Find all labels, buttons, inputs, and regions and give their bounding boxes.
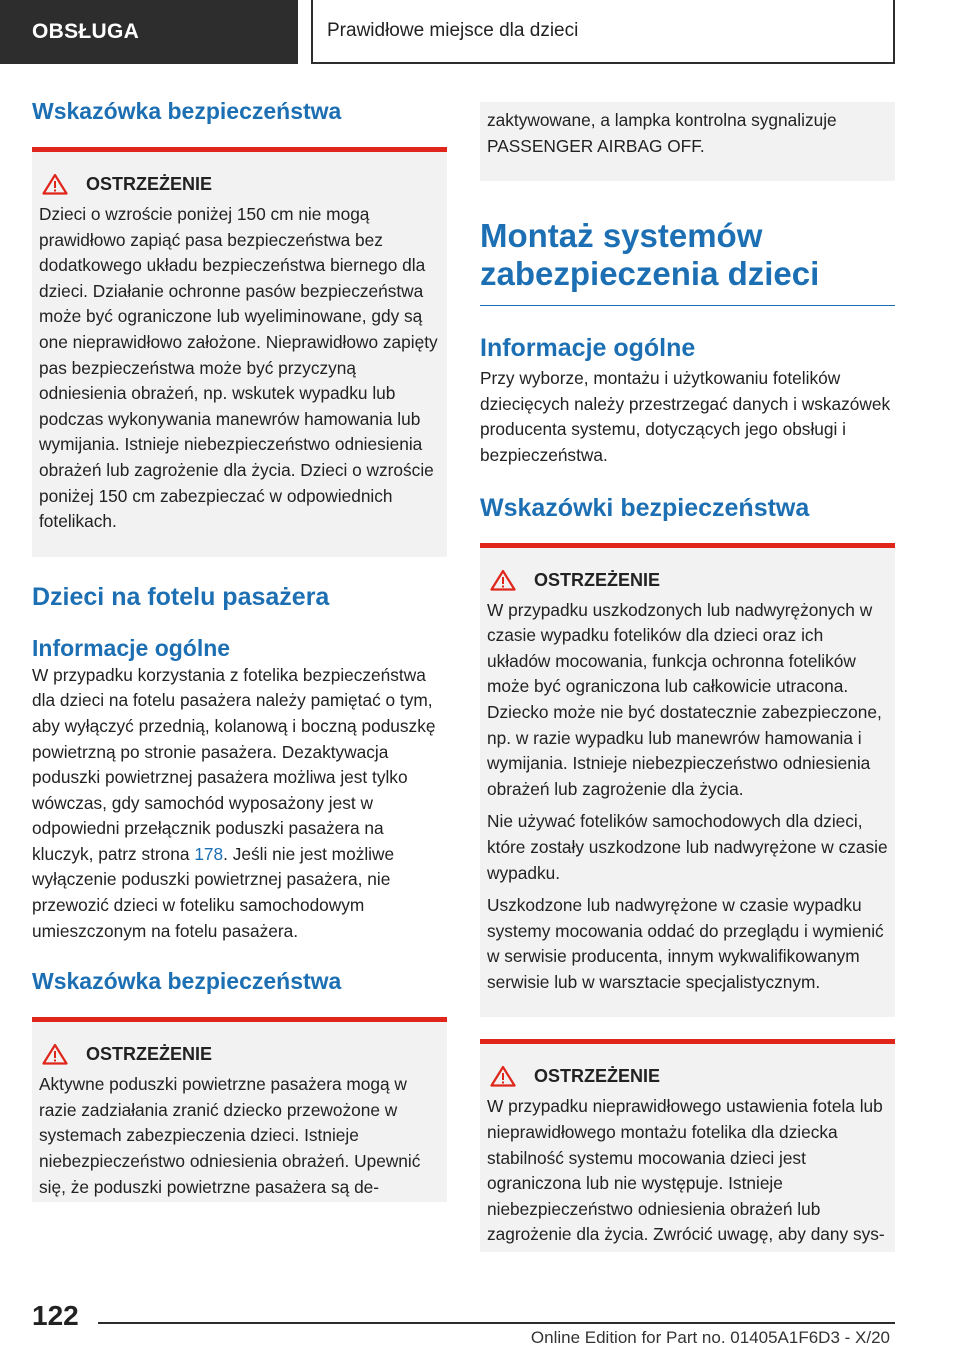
warning-label: OSTRZEŻENIE	[534, 1066, 661, 1087]
warning-triangle-icon	[42, 173, 68, 195]
warning-box-2	[32, 1017, 447, 1202]
warning-box-1	[32, 147, 447, 557]
chapter-heading: Montaż systemów zabezpieczenia dzieci	[480, 217, 895, 306]
page-link-178[interactable]: 178	[194, 843, 224, 864]
warning-text: Nie używać fotelików samochodowych dla dzieci, które zostały uszkodzone lub nadwyrężone w czasie wypadku.	[487, 811, 888, 883]
warning-header	[487, 568, 888, 592]
warning-text: Uszkodzone lub nadwyrężone w czasie wypadku systemy mocowania oddać do przeglądu i wymienić w serwisie producenta, innym wykwalifikowanym serwisie lub w warsztacie specjalistycznym.	[487, 895, 884, 992]
warning-text: Aktywne poduszki powietrzne pasażera mogą w razie zadziałania zranić dziecko przewożone w systemach zabezpieczenia dzieci. Istnieje niebezpieczeństwo odniesienia obrażeń. Upewnić się, że poduszki powietrzne pasażera są de-	[39, 1074, 421, 1197]
warning-label: OSTRZEŻENIE	[86, 1044, 213, 1065]
page-number: 122	[32, 1300, 79, 1331]
right-column	[480, 102, 895, 1252]
warning-text: Dzieci o wzroście poniżej 150 cm nie mogą prawidłowo zapiąć pasa bezpieczeństwa bez dodatkowego układu bezpieczeństwa biernego dla dzieci. Działanie ochronne pasów bezpieczeństwa może być ograniczone lub wyeliminowane, gdy są one nieprawidłowo założone. Nieprawidłowo zapięty pas bezpieczeństwa może być przyczyną odniesienia obrażeń, np. wskutek wypadku lub podczas wykonywania manewrów hamowania lub wymijania. Istnieje niebezpieczeństwo odniesienia obrażeń lub zagrożenie dla życia. Dzieci o wzroście poniżej 150 cm zabezpieczać w odpowiednich fotelikach.	[39, 204, 438, 532]
safety-note-heading-2: Wskazówka bezpieczeństwa	[32, 968, 342, 995]
page-header	[0, 0, 960, 66]
warning-triangle-icon	[490, 569, 516, 591]
section-tab: OBSŁUGA	[0, 0, 298, 64]
warning-label: OSTRZEŻENIE	[86, 174, 213, 194]
warning-continuation-box	[480, 102, 895, 181]
warning-label: OSTRZEŻENIE	[534, 569, 661, 590]
warning-text: W przypadku uszkodzonych lub nadwyrężonych w czasie wypadku fotelików dla dzieci oraz ich układów mocowania, funkcja ochronna fotelików może być ograniczona lub całkowicie utracona. Dziecko może nie być dostatecznie zabezpieczone, np. w razie wypadku lub manewrów hamowania i wymijania. Istnieje niebezpieczeństwo odniesienia obrażeń lub zagrożenie dla życia.	[487, 599, 882, 799]
general-info-heading: Informacje ogólne	[480, 334, 696, 363]
warning-triangle-icon	[490, 1065, 516, 1087]
warning-box-4	[480, 1039, 895, 1252]
passenger-text: W przypadku korzystania z fotelika bezpieczeństwa dla dzieci na fotelu pasażera należy pamiętać o tym, aby wyłączyć przednią, kolanową i boczną poduszkę powietrzną po stronie pasażera. Dezaktywacja poduszki powietrznej pasażera możliwa jest tylko wówczas, gdy samochód wyposażony jest w odpowiedni przełącznik poduszki pasażera na kluczyk, patrz strona 178. Jeśli nie jest możliwe wyłączenie poduszki powietrznej pasażera, nie przewozić dzieci w foteliku samochodowym umieszczonym na fotelu pasażera.	[32, 664, 436, 941]
warning-header	[487, 1064, 888, 1088]
warning-header	[39, 1042, 440, 1066]
page-running-title: Prawidłowe miejsce dla dzieci	[311, 0, 895, 64]
warning-box-3	[480, 543, 895, 1018]
safety-notes-heading: Wskazówki bezpieczeństwa	[480, 493, 810, 522]
edition-note: Online Edition for Part no. 01405A1F6D3 - X/20	[530, 1328, 890, 1347]
general-info-heading: Informacje ogólne	[32, 634, 231, 661]
warning-triangle-icon	[42, 1043, 68, 1065]
warning-text: W przypadku nieprawidłowego ustawienia fotela lub nieprawidłowego montażu fotelika dla dziecka stabilność systemu mocowania dzieci jest ograniczona lub nie występuje. Istnieje niebezpieczeństwo odniesienia obrażeń lub zagrożenie dla życia. Zwrócić uwagę, aby dany sys-	[487, 1096, 885, 1245]
section-heading-passenger: Dzieci na fotelu pasażera	[32, 582, 330, 611]
footer-divider	[98, 1322, 895, 1324]
left-column	[32, 96, 447, 1202]
general-info-text: Przy wyborze, montażu i użytkowaniu fotelików dziecięcych należy przestrzegać danych i wskazówek producenta systemu, dotyczących jego obsługi i bezpieczeństwa.	[480, 368, 891, 465]
safety-note-heading-1: Wskazówka bezpieczeństwa	[32, 98, 342, 124]
page-footer	[0, 1290, 960, 1362]
continuation-text: zaktywowane, a lampka kontrolna sygnalizuje PASSENGER AIRBAG OFF.	[487, 110, 837, 156]
warning-header	[39, 172, 440, 196]
